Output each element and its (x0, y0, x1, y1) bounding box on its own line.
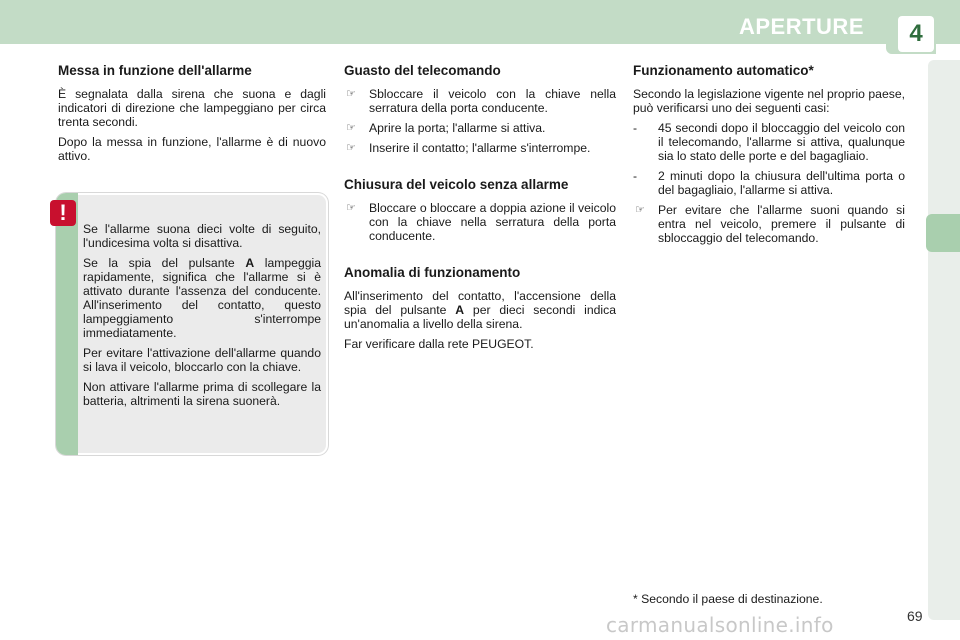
paragraph: Se la spia del pulsante A lampeggia rapidamente, significa che l'allarme si è attivato durante l'assenza del conducente. All'inserimento del contatto, questo lampeggiamento s'interrompe immediatamente. (83, 256, 322, 340)
list-item: ☞ Per evitare che l'allarme suoni quando si entra nel veicolo, premere il pulsante di sbloccaggio del telecomando. (635, 203, 905, 245)
watermark: carmanualsonline.info (606, 613, 834, 637)
warning-stripe (56, 193, 78, 455)
paragraph: Far verificare dalla rete PEUGEOT. (344, 337, 534, 351)
page-number: 69 (907, 608, 923, 624)
dash-marker: - (633, 169, 638, 183)
paragraph: Se l'allarme suona dieci volte di seguito, l'undicesima volta si disattiva. (83, 222, 321, 250)
spacer (344, 161, 616, 177)
spacer (344, 249, 616, 265)
section-heading: Messa in funzione dell'allarme (58, 63, 252, 78)
list-item: ☞ Inserire il contatto; l'allarme s'interrompe. (346, 141, 591, 155)
list-item: - 45 secondi dopo il bloccaggio del veicolo con il telecomando, l'allarme si attiva, qualunque sia lo stato delle porte e del bagagliaio. (633, 121, 905, 163)
paragraph: Secondo la legislazione vigente nel proprio paese, può verificarsi uno dei seguenti casi: (633, 87, 905, 115)
warning-text (83, 222, 321, 414)
pointing-hand-icon: ☞ (346, 142, 356, 154)
footnote: * Secondo il paese di destinazione. (633, 592, 823, 606)
chapter-title: APERTURE (738, 14, 864, 39)
pointing-hand-icon: ☞ (635, 204, 645, 216)
side-chapter-tab (926, 214, 960, 252)
list-item: - 2 minuti dopo la chiusura dell'ultima porta o del bagagliaio, l'allarme si attiva. (633, 169, 905, 197)
column-alarm-activation (58, 63, 326, 169)
button-letter: A (455, 303, 465, 317)
section-heading: Anomalia di funzionamento (344, 265, 521, 280)
list-item: ☞ Bloccare o bloccare a doppia azione il veicolo con la chiave nella serratura della porta conducente. (346, 201, 616, 243)
paragraph: Dopo la messa in funzione, l'allarme è di nuovo attivo. (58, 135, 326, 163)
list-item: ☞ Aprire la porta; l'allarme si attiva. (346, 121, 546, 135)
side-strip (928, 60, 960, 620)
section-heading: Guasto del telecomando (344, 63, 501, 78)
pointing-hand-icon: ☞ (346, 88, 356, 100)
section-heading: Funzionamento automatico* (633, 63, 814, 78)
paragraph: Non attivare l'allarme prima di scollegare la batteria, altrimenti la sirena suonerà. (83, 380, 321, 408)
column-remote-fault (344, 63, 616, 357)
pointing-hand-icon: ☞ (346, 202, 356, 214)
list-item: ☞ Sbloccare il veicolo con la chiave nella serratura della porta conducente. (346, 87, 616, 115)
section-heading: Chiusura del veicolo senza allarme (344, 177, 569, 192)
paragraph: All'inserimento del contatto, l'accensione della spia del pulsante A per dieci secondi indica un'anomalia a livello della sirena. (344, 289, 617, 331)
paragraph: È segnalata dalla sirena che suona e dagli indicatori di direzione che lampeggiano per circa trenta secondi. (58, 87, 326, 129)
chapter-number: 4 (898, 16, 934, 52)
column-automatic-operation (633, 63, 905, 251)
button-letter: A (245, 256, 255, 270)
pointing-hand-icon: ☞ (346, 122, 356, 134)
exclamation-warning-icon: ! (50, 200, 76, 226)
dash-marker: - (633, 121, 638, 135)
paragraph: Per evitare l'attivazione dell'allarme quando si lava il veicolo, bloccarlo con la chiave. (83, 346, 321, 374)
